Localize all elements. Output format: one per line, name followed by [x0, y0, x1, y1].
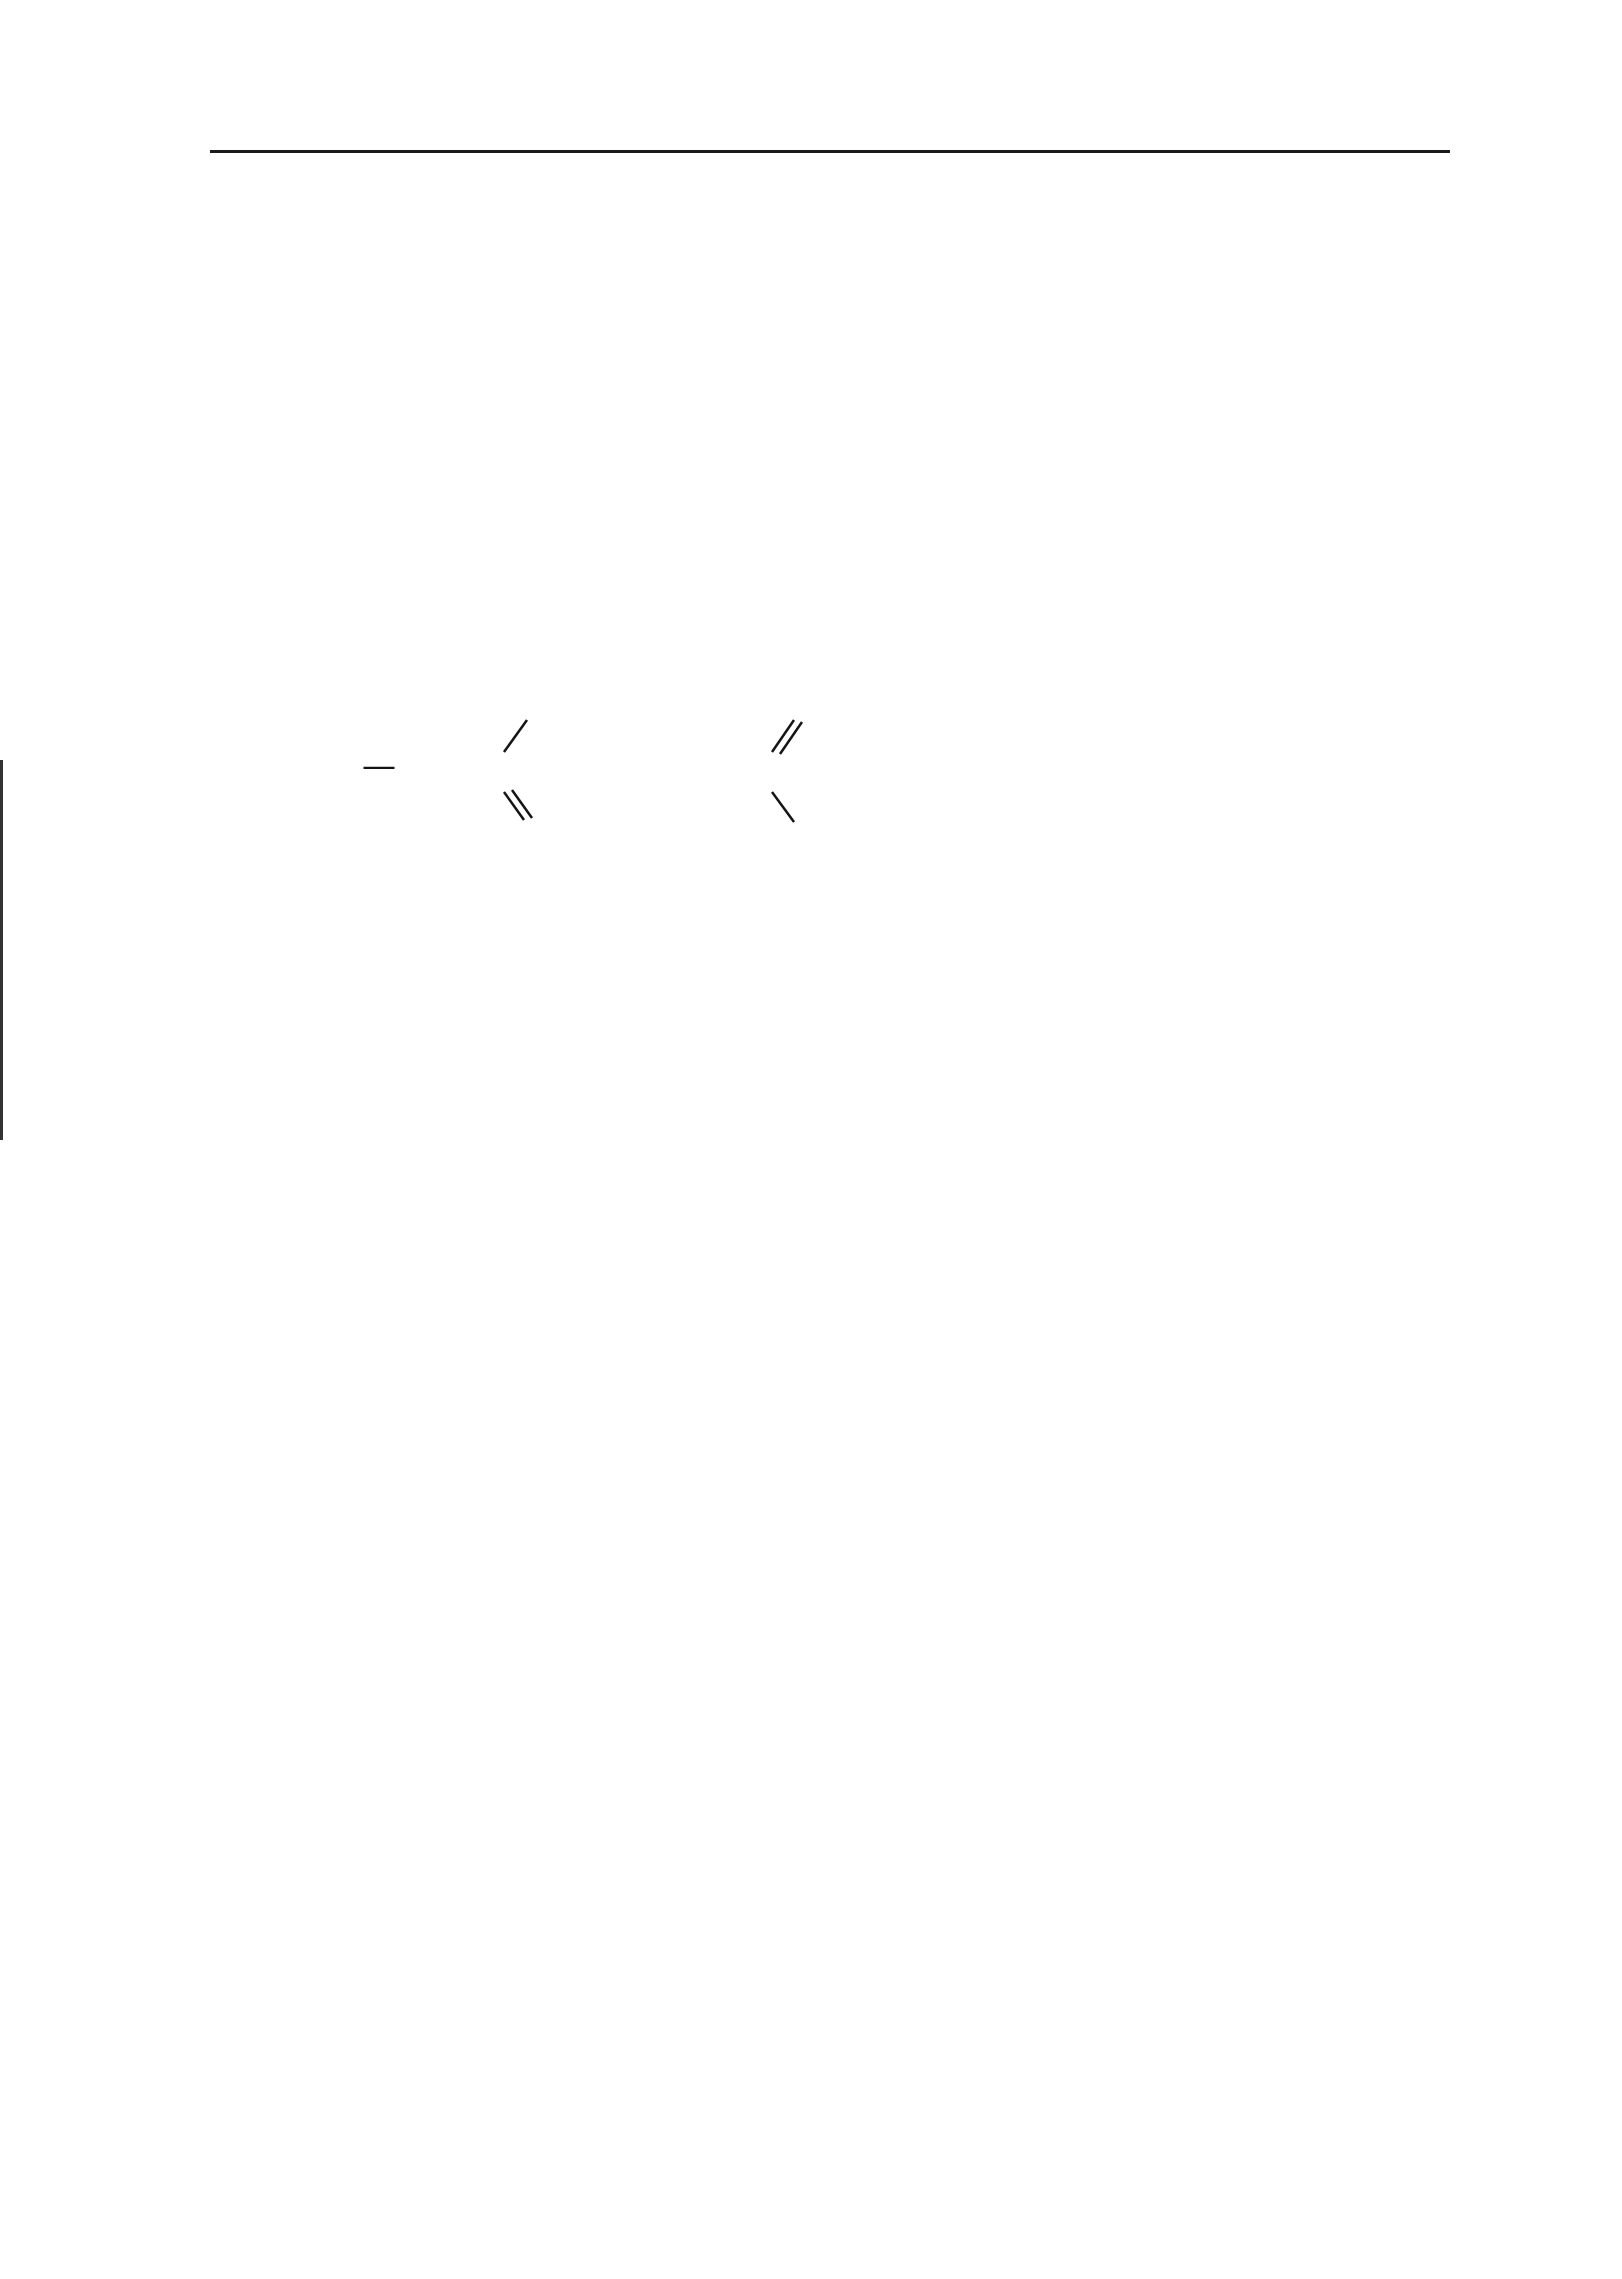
chapter-title — [1384, 108, 1450, 143]
question-1-5 — [278, 532, 310, 576]
scan-edge-line — [0, 760, 3, 1140]
bond-lines — [282, 680, 962, 860]
running-header — [210, 108, 1450, 153]
resonance-item-2: — — [282, 680, 962, 860]
